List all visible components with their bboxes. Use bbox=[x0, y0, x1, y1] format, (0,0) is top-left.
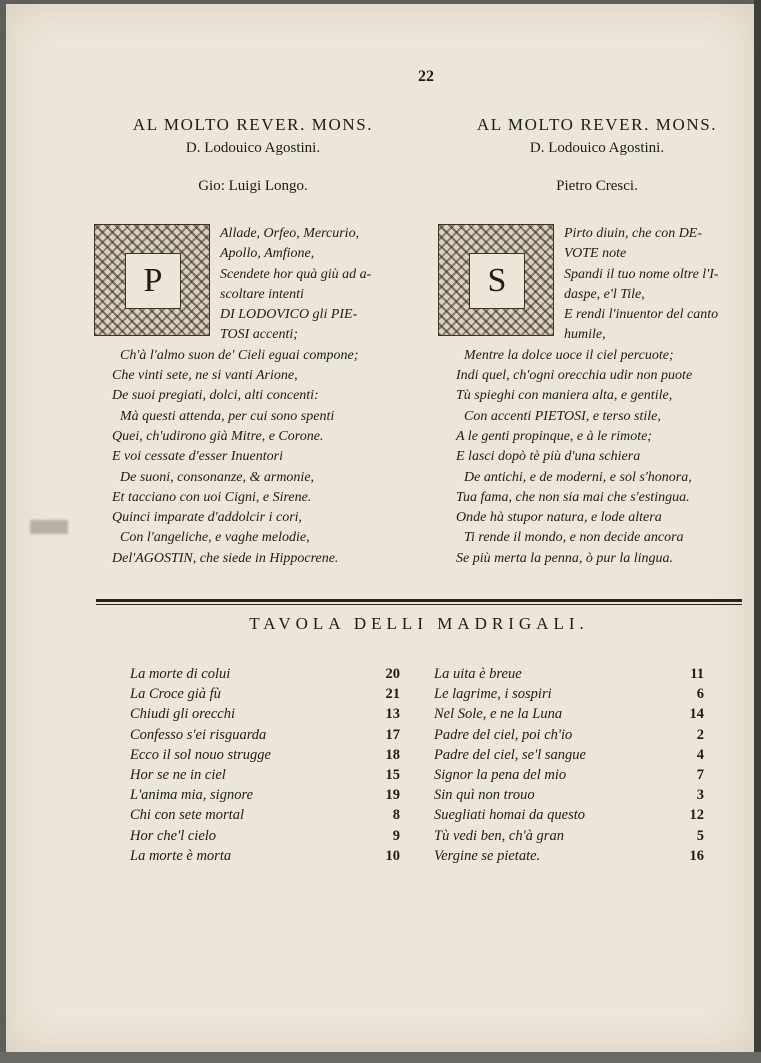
toc-entry-page: 7 bbox=[696, 766, 704, 783]
poem-line: De suoi pregiati, dolci, alti concenti: bbox=[112, 388, 319, 404]
page-number: 22 bbox=[418, 68, 434, 85]
left-author: Gio: Luigi Longo. bbox=[198, 178, 308, 194]
toc-entry-title: Chiudi gli orecchi bbox=[130, 706, 235, 723]
right-poem bbox=[438, 224, 756, 569]
poem-line: Onde hà stupor natura, e lode altera bbox=[456, 510, 662, 526]
right-sonnet bbox=[438, 114, 756, 566]
poem-line: Che vinti sete, ne si vanti Arione, bbox=[112, 368, 298, 384]
toc-entry bbox=[130, 805, 400, 825]
poem-line: E lasci dopò tè più d'una schiera bbox=[456, 449, 641, 465]
poem-line: Tù spieghi con maniera alta, e gentile, bbox=[456, 388, 673, 404]
poem-line: scoltare intenti bbox=[220, 286, 304, 302]
toc-entry bbox=[434, 846, 704, 866]
toc-entry bbox=[434, 664, 704, 684]
poem-line: E rendi l'inuentor del canto bbox=[564, 307, 719, 323]
poem-line: Del'AGOSTIN, che siede in Hippocrene. bbox=[112, 550, 339, 566]
toc-entry bbox=[434, 745, 704, 765]
toc-entry-page: 16 bbox=[689, 847, 704, 864]
toc-entry bbox=[434, 725, 704, 745]
toc-entry bbox=[434, 765, 704, 785]
poem-line: Indi quel, ch'ogni orecchia udir non puote bbox=[456, 368, 693, 384]
toc-entry-title: Nel Sole, e ne la Luna bbox=[434, 706, 563, 723]
poem-line: DI LODOVICO gli PIE- bbox=[220, 307, 358, 323]
left-sonnet bbox=[94, 114, 412, 566]
right-author: Pietro Cresci. bbox=[556, 178, 638, 194]
toc-entry-page: 8 bbox=[392, 807, 400, 824]
poem-line: Mentre la dolce uoce il ciel percuote; bbox=[464, 347, 674, 363]
poem-line: Ti rende il mondo, e non decide ancora bbox=[464, 530, 684, 546]
toc-entry-title: Signor la pena del mio bbox=[434, 766, 567, 783]
poem-line: TOSI accenti; bbox=[220, 327, 298, 343]
toc-entry-title: La morte di colui bbox=[130, 666, 231, 682]
toc-entry-page: 19 bbox=[385, 787, 400, 804]
toc-entry-page: 17 bbox=[385, 726, 400, 743]
poem-line: E voi cessate d'esser Inuentori bbox=[112, 449, 283, 465]
poem-line: De suoni, consonanze, & armonie, bbox=[120, 469, 315, 485]
poem-line: Apollo, Amfione, bbox=[220, 246, 315, 262]
toc-entry-title: Hor se ne in ciel bbox=[130, 766, 226, 783]
toc-entry-title: Hor che'l cielo bbox=[130, 827, 217, 844]
poem-line: Con l'angeliche, e vaghe melodie, bbox=[120, 530, 310, 546]
right-initial-letter: S bbox=[469, 253, 525, 309]
toc-entry-title: Suegliati homai da questo bbox=[434, 807, 586, 824]
left-poem bbox=[94, 224, 412, 569]
toc-entry-page: 11 bbox=[690, 666, 704, 682]
toc-entry-page: 20 bbox=[385, 666, 400, 682]
book-page bbox=[6, 4, 754, 1052]
toc-entry bbox=[434, 704, 704, 724]
toc-entry-title: Padre del ciel, poi ch'io bbox=[434, 726, 573, 743]
toc-entry bbox=[130, 846, 400, 866]
toc-entry-page: 18 bbox=[385, 746, 400, 763]
toc-entry-title: La Croce già fù bbox=[130, 686, 221, 703]
toc-entry-page: 15 bbox=[385, 766, 400, 783]
toc-entry bbox=[130, 664, 400, 684]
toc-entry-page: 21 bbox=[385, 686, 400, 703]
right-dedicatee: D. Lodouico Agostini. bbox=[529, 140, 665, 156]
left-initial-letter: P bbox=[125, 253, 181, 309]
poem-line: Con accenti PIETOSI, e terso stile, bbox=[464, 408, 661, 424]
poem-line: Mà questi attenda, per cui sono spenti bbox=[120, 408, 335, 424]
toc-entry-title: Le lagrime, i sospiri bbox=[434, 686, 552, 703]
poem-line: A le genti propinque, e à le rimote; bbox=[456, 428, 652, 444]
toc-entry-title: Sin quì non trouo bbox=[434, 787, 535, 804]
poem-line: Scendete hor quà giù ad a- bbox=[220, 266, 372, 282]
toc-entry-page: 5 bbox=[696, 827, 704, 844]
toc-entry-page: 10 bbox=[385, 847, 400, 864]
toc-entry-page: 12 bbox=[689, 807, 704, 824]
poem-line: Se più merta la penna, ò pur la lingua. bbox=[456, 550, 673, 566]
poem-line: Ch'à l'almo suon de' Cieli eguai compone; bbox=[120, 347, 359, 363]
left-dedication: AL MOLTO REVER. MONS. bbox=[132, 115, 374, 134]
toc-entry bbox=[130, 765, 400, 785]
toc-entry bbox=[434, 785, 704, 805]
right-dedication: AL MOLTO REVER. MONS. bbox=[476, 115, 718, 134]
poem-line: humile, bbox=[564, 327, 606, 343]
toc-entry bbox=[130, 725, 400, 745]
toc-entry-title: Padre del ciel, se'l sangue bbox=[434, 746, 586, 763]
margin-smudge bbox=[30, 520, 68, 534]
toc-entry-title: Chi con sete mortal bbox=[130, 807, 244, 824]
toc-entry bbox=[130, 684, 400, 704]
poem-line: Quei, ch'udirono già Mitre, e Corone. bbox=[112, 428, 324, 444]
poem-line: Pirto diuin, che con DE- bbox=[564, 226, 703, 241]
toc-left-column bbox=[130, 664, 400, 866]
toc-entry-title: Tù vedi ben, ch'à gran bbox=[434, 827, 564, 844]
toc-entry bbox=[434, 826, 704, 846]
toc-entry-title: La morte è morta bbox=[130, 847, 232, 864]
toc-entry-title: La uita è breue bbox=[434, 666, 522, 682]
toc-entry-page: 6 bbox=[696, 686, 704, 703]
toc-entry bbox=[130, 704, 400, 724]
toc-entry-page: 14 bbox=[689, 706, 704, 723]
poem-line: daspe, e'l Tile, bbox=[564, 286, 645, 302]
toc-title: TAVOLA DELLI MADRIGALI. bbox=[249, 614, 589, 633]
toc-entry-page: 13 bbox=[385, 706, 400, 723]
poem-line: VOTE note bbox=[564, 246, 627, 262]
page-edge-bottom bbox=[0, 1052, 761, 1063]
section-divider bbox=[96, 599, 742, 602]
poem-line: Tua fama, che non sia mai che s'estingua. bbox=[456, 489, 690, 505]
toc-entry-title: L'anima mia, signore bbox=[130, 787, 254, 804]
toc-entry-page: 4 bbox=[696, 746, 704, 763]
poem-line: Spandi il tuo nome oltre l'I- bbox=[564, 266, 719, 282]
poem-line: De antichi, e de moderni, e sol s'honora, bbox=[464, 469, 692, 485]
toc-entry-page: 3 bbox=[696, 787, 704, 804]
toc-entry bbox=[130, 745, 400, 765]
toc-entry bbox=[434, 684, 704, 704]
toc-entry-page: 2 bbox=[696, 726, 704, 743]
left-dedicatee: D. Lodouico Agostini. bbox=[185, 140, 321, 156]
toc-entry-title: Confesso s'ei risguarda bbox=[130, 726, 267, 743]
poem-line: Et tacciano con uoi Cigni, e Sirene. bbox=[112, 489, 312, 505]
toc-entry-title: Ecco il sol nouo strugge bbox=[130, 746, 271, 763]
toc-entry bbox=[130, 826, 400, 846]
poem-line: Allade, Orfeo, Mercurio, bbox=[220, 226, 360, 241]
toc-right-column bbox=[434, 664, 704, 866]
poem-line: Quinci imparate d'addolcir i cori, bbox=[112, 510, 303, 526]
toc-entry bbox=[434, 805, 704, 825]
toc-entry bbox=[130, 785, 400, 805]
toc-entry-page: 9 bbox=[392, 827, 400, 844]
section-divider-thin bbox=[96, 604, 742, 605]
toc-entry-title: Vergine se pietate. bbox=[434, 847, 541, 864]
